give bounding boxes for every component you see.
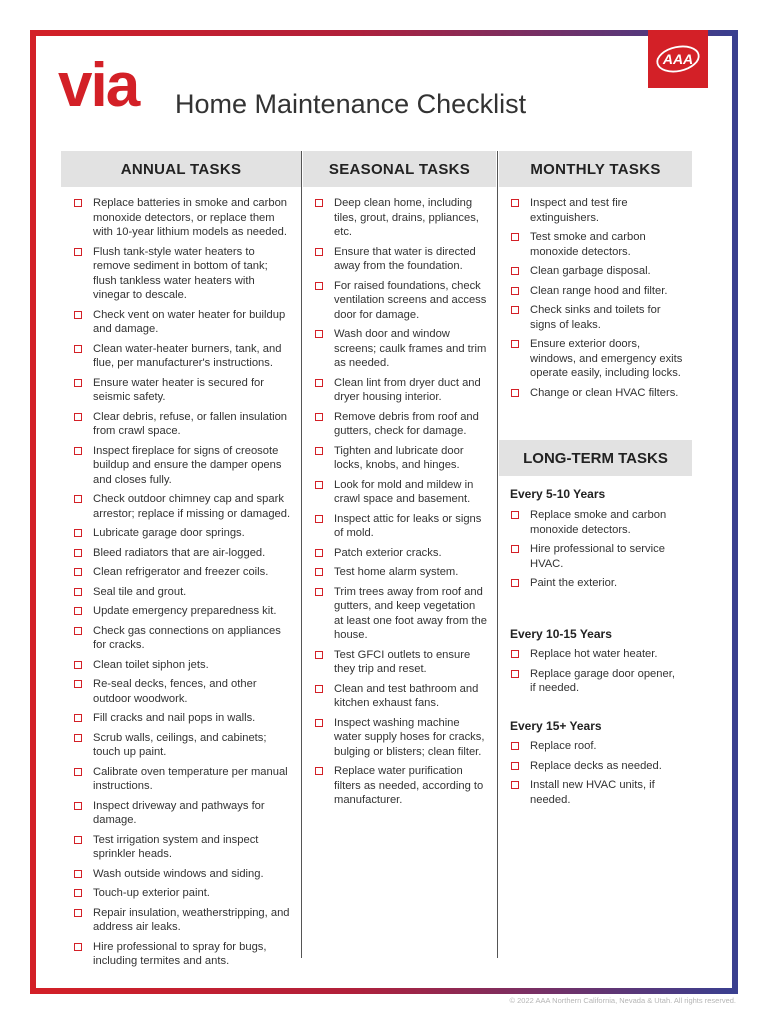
task-label: Paint the exterior. (530, 577, 618, 589)
task-label: Update emergency preparedness kit. (93, 605, 277, 617)
seasonal-task-list (315, 196, 487, 813)
checkbox[interactable] (315, 330, 323, 338)
task-label: Touch-up exterior paint. (93, 887, 210, 899)
task-item (74, 604, 292, 619)
checkbox[interactable] (74, 413, 82, 421)
checkbox[interactable] (74, 870, 82, 878)
checkbox[interactable] (315, 282, 323, 290)
checkbox[interactable] (74, 248, 82, 256)
checkbox[interactable] (74, 447, 82, 455)
aaa-logo (648, 30, 708, 88)
task-item (74, 677, 292, 706)
task-label: Test home alarm system. (334, 566, 459, 578)
checkbox[interactable] (74, 909, 82, 917)
checkbox[interactable] (315, 447, 323, 455)
checkbox[interactable] (74, 495, 82, 503)
checkbox[interactable] (511, 545, 519, 553)
checkbox[interactable] (315, 413, 323, 421)
aaa-logo-icon (655, 42, 701, 76)
task-label: Check vent on water heater for buildup and damage. (93, 308, 286, 335)
checkbox[interactable] (74, 802, 82, 810)
task-label: Clean and test bathroom and kitchen exhaust fans. (334, 682, 479, 709)
checkbox[interactable] (74, 549, 82, 557)
longterm-task-list (511, 647, 683, 701)
checkbox[interactable] (511, 650, 519, 658)
task-item (511, 576, 683, 591)
task-label: Clean range hood and filter. (530, 284, 668, 297)
checkbox[interactable] (74, 943, 82, 951)
task-item (74, 658, 292, 673)
task-item (511, 759, 683, 774)
checkbox[interactable] (74, 345, 82, 353)
annual-heading: ANNUAL TASKS (61, 151, 301, 187)
task-item (74, 765, 292, 794)
task-item (74, 731, 292, 760)
task-item (74, 711, 292, 726)
checkbox[interactable] (511, 199, 519, 207)
task-item (74, 342, 292, 371)
task-item (74, 546, 292, 561)
group-label: Every 15+ Years (510, 719, 602, 733)
copyright: © 2022 AAA Northern California, Nevada & Utah. All rights reserved. (509, 996, 736, 1005)
checkbox[interactable] (315, 719, 323, 727)
checkbox[interactable] (315, 515, 323, 523)
task-item (74, 492, 292, 521)
task-label: Inspect washing machine water supply hoses for cracks, bulging or blisters; clean filter. (334, 716, 485, 758)
checkbox[interactable] (511, 267, 519, 275)
task-label: Ensure water heater is secured for seismic safety. (93, 376, 265, 403)
task-label: Bleed radiators that are air-logged. (93, 546, 266, 559)
checkbox[interactable] (74, 627, 82, 635)
task-label: Scrub walls, ceilings, and cabinets; touch up paint. (93, 731, 267, 758)
task-item (74, 624, 292, 653)
task-item (315, 546, 487, 561)
checkbox[interactable] (74, 529, 82, 537)
checkbox[interactable] (74, 889, 82, 897)
task-label: Test smoke and carbon monoxide detectors. (530, 231, 646, 258)
checkbox[interactable] (315, 199, 323, 207)
task-item (74, 308, 292, 337)
checkbox[interactable] (74, 607, 82, 615)
group-label: Every 5-10 Years (510, 487, 606, 501)
task-item (315, 327, 487, 371)
task-label: Repair insulation, weatherstripping, and address air leaks. (93, 906, 290, 933)
checkbox[interactable] (511, 306, 519, 314)
task-item (315, 512, 487, 541)
task-label: Seal tile and grout. (93, 585, 187, 598)
checkbox[interactable] (74, 311, 82, 319)
task-item (74, 444, 292, 488)
checkbox[interactable] (315, 767, 323, 775)
task-item (511, 386, 683, 401)
checkbox[interactable] (511, 762, 519, 770)
task-item (315, 716, 487, 760)
task-item (315, 565, 487, 580)
task-label: For raised foundations, check ventilation screens and access door for damage. (334, 279, 487, 321)
task-label: Replace hot water heater. (530, 648, 658, 660)
task-item (315, 245, 487, 274)
task-label: Replace decks as needed. (530, 759, 662, 772)
task-label: Clean toilet siphon jets. (93, 658, 209, 671)
task-item (511, 337, 683, 381)
task-item (74, 526, 292, 541)
task-label: Remove debris from roof and gutters, check for damage. (334, 410, 479, 437)
task-label: Trim trees away from roof and gutters, and keep vegetation at least one foot away from the house. (334, 585, 487, 641)
checkbox[interactable] (511, 742, 519, 750)
task-label: Replace batteries in smoke and carbon monoxide detectors, or replace them with 10-year lithium models as needed. (93, 197, 288, 238)
task-item (74, 799, 292, 828)
task-item (315, 444, 487, 473)
checkbox[interactable] (74, 680, 82, 688)
task-item (74, 245, 292, 303)
checkbox[interactable] (315, 379, 323, 387)
column-divider (497, 151, 498, 958)
checkbox[interactable] (74, 379, 82, 387)
checkbox[interactable] (74, 836, 82, 844)
task-item (315, 196, 487, 240)
task-item (315, 376, 487, 405)
page-title: Home Maintenance Checklist (175, 89, 527, 119)
task-label: Re-seal decks, fences, and other outdoor woodwork. (93, 678, 257, 705)
task-label: Patch exterior cracks. (334, 546, 442, 559)
task-item (74, 196, 292, 240)
checkbox[interactable] (511, 670, 519, 678)
task-label: Change or clean HVAC filters. (530, 386, 679, 399)
task-item (315, 648, 487, 677)
task-label: Ensure exterior doors, windows, and emergency exits operate easily, including locks. (530, 338, 683, 379)
checkbox[interactable] (315, 549, 323, 557)
task-item (315, 585, 487, 643)
task-item (74, 833, 292, 862)
longterm-task-list (511, 739, 683, 812)
task-item (511, 264, 683, 279)
column-divider (301, 151, 302, 958)
monthly-heading: MONTHLY TASKS (499, 151, 692, 187)
task-item (74, 906, 292, 935)
checkbox[interactable] (74, 661, 82, 669)
task-item (511, 284, 683, 299)
aaa-badge-text: AAA (662, 51, 694, 67)
task-label: Look for mold and mildew in crawl space and basement. (334, 478, 474, 505)
group-label: Every 10-15 Years (510, 627, 612, 641)
task-label: Replace roof. (530, 740, 597, 752)
checkbox[interactable] (511, 233, 519, 241)
task-item (315, 682, 487, 711)
task-item (511, 303, 683, 332)
task-item (511, 230, 683, 259)
via-logo: via (58, 51, 139, 120)
task-label: Lubricate garage door springs. (93, 527, 245, 539)
task-item (511, 647, 683, 662)
checkbox[interactable] (315, 651, 323, 659)
task-label: Check sinks and toilets for signs of leaks. (530, 304, 661, 331)
task-item (74, 565, 292, 580)
task-item (511, 667, 683, 696)
task-label: Check outdoor chimney cap and spark arrestor; replace if missing or damaged. (93, 493, 291, 520)
task-label: Wash door and window screens; caulk frames and trim as needed. (334, 328, 487, 369)
task-label: Replace water purification filters as needed, according to manufacturer. (334, 765, 484, 806)
task-item (315, 279, 487, 323)
task-label: Hire professional to spray for bugs, including termites and ants. (93, 940, 267, 967)
task-label: Clean water-heater burners, tank, and flue, per manufacturer's instructions. (93, 342, 282, 369)
task-label: Inspect and test fire extinguishers. (530, 197, 628, 224)
task-label: Deep clean home, including tiles, grout, drains, ppliances, etc. (334, 197, 479, 238)
checkbox[interactable] (74, 768, 82, 776)
task-item (511, 739, 683, 754)
checkbox[interactable] (511, 781, 519, 789)
checkbox[interactable] (511, 340, 519, 348)
task-label: Inspect attic for leaks or signs of mold. (334, 512, 482, 539)
task-item (74, 585, 292, 600)
task-label: Test GFCI outlets to ensure they trip and reset. (334, 648, 471, 675)
monthly-task-list (511, 196, 683, 405)
task-label: Ensure that water is directed away from the foundation. (334, 245, 476, 272)
task-label: Install new HVAC units, if needed. (530, 779, 655, 806)
task-label: Check gas connections on appliances for cracks. (93, 624, 281, 651)
seasonal-heading: SEASONAL TASKS (303, 151, 496, 187)
task-label: Inspect driveway and pathways for damage. (93, 799, 265, 826)
task-item (315, 764, 487, 808)
task-item (511, 778, 683, 807)
checkbox[interactable] (315, 588, 323, 596)
task-item (74, 376, 292, 405)
task-item (74, 410, 292, 439)
task-item (74, 940, 292, 969)
task-item (315, 410, 487, 439)
longterm-heading: LONG-TERM TASKS (499, 440, 692, 476)
checkbox[interactable] (315, 481, 323, 489)
checkbox[interactable] (315, 568, 323, 576)
longterm-task-list (511, 508, 683, 596)
checkbox[interactable] (511, 511, 519, 519)
checkbox[interactable] (74, 714, 82, 722)
task-label: Inspect fireplace for signs of creosote buildup and ensure the damper opens and closes fully. (93, 444, 282, 486)
task-label: Hire professional to service HVAC. (530, 543, 665, 570)
checkbox[interactable] (74, 734, 82, 742)
task-label: Test irrigation system and inspect sprinkler heads. (93, 833, 259, 860)
task-label: Clean refrigerator and freezer coils. (93, 566, 269, 578)
task-label: Fill cracks and nail pops in walls. (93, 712, 256, 724)
task-label: Calibrate oven temperature per manual instructions. (93, 765, 288, 792)
task-label: Replace garage door opener, if needed. (530, 667, 675, 694)
task-item (315, 478, 487, 507)
task-label: Clean lint from dryer duct and dryer housing interior. (334, 376, 481, 403)
task-label: Tighten and lubricate door locks, knobs, and hinges. (334, 444, 464, 471)
checkbox[interactable] (74, 199, 82, 207)
task-label: Clear debris, refuse, or fallen insulation from crawl space. (93, 410, 288, 437)
checkbox[interactable] (511, 287, 519, 295)
task-label: Clean garbage disposal. (530, 265, 651, 277)
task-item (74, 886, 292, 901)
task-label: Wash outside windows and siding. (93, 867, 264, 880)
checkbox[interactable] (74, 588, 82, 596)
task-item (74, 867, 292, 882)
task-label: Flush tank-style water heaters to remove sediment in bottom of tank; flush tankless water heaters with vinegar to descale. (93, 245, 268, 301)
checkbox[interactable] (315, 248, 323, 256)
checkbox[interactable] (74, 568, 82, 576)
task-item (511, 196, 683, 225)
checkbox[interactable] (315, 685, 323, 693)
task-item (511, 508, 683, 537)
checkbox[interactable] (511, 389, 519, 397)
checkbox[interactable] (511, 579, 519, 587)
task-label: Replace smoke and carbon monoxide detectors. (530, 509, 667, 536)
task-item (511, 542, 683, 571)
annual-task-list (74, 196, 292, 974)
